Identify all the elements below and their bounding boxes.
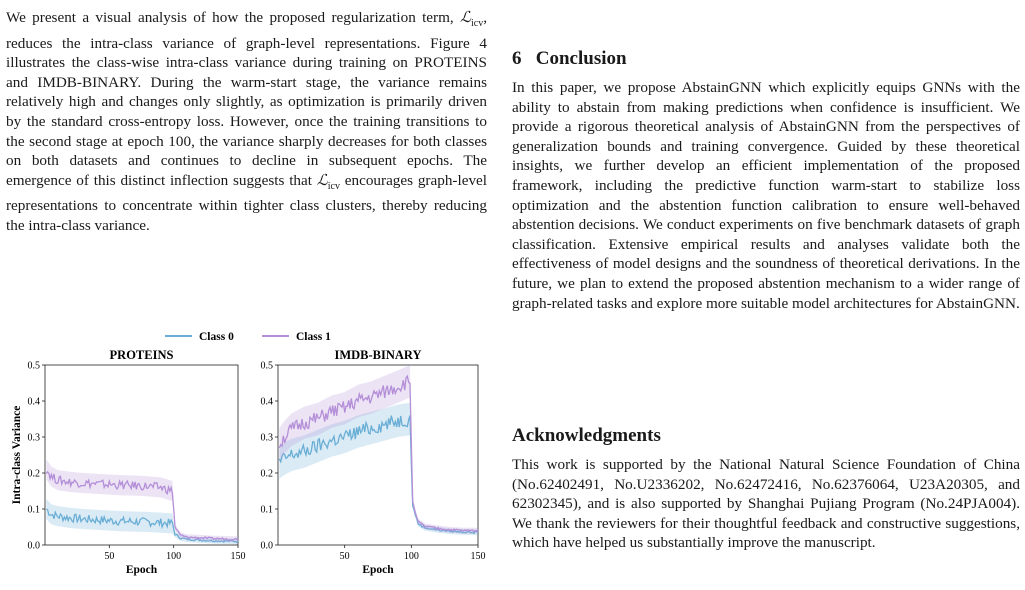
- legend-label-class0: Class 0: [199, 331, 234, 343]
- y-tick-label: 0.4: [27, 396, 40, 408]
- section-title: Conclusion: [535, 48, 627, 69]
- y-tick-label: 0.4: [260, 396, 273, 408]
- x-tick-label: 150: [230, 551, 246, 562]
- body-paragraph: We present a visual analysis of how the proposed regularization term, ℒ$_{icv}$, reduces the intra-class variance of graph-level representations. Figure 4 illustrates the class-wise intra-class variance during training on PROTEINS and IMDB-BINARY. During the warm-start stage, the variance remains relatively high and changes only slightly, as optimization is primarily driven by the standard cross-entropy loss. However, once the training transitions to the second stage at epoch 100, the variance sharply decreases for both classes on both datasets and continues to decline in subsequent epochs. The emergence of this distinct inflection suggests that ℒ$_{icv}$ encourages graph-level representations to concentrate within tighter class clusters, thereby reducing the intra-class variance.: [6, 9, 487, 234]
- acknowledgments-text: This work is supported by the National Natural Science Foundation of China (No.62402491, No.U2336202, No.62472416, No.62376064, U23A20305, and 62302345), and is also supported by Shanghai Pujiang Program (No.24PJA004). We thank the reviewers for their thoughtful feedback and constructive suggestions, which have helped us substantially improve the manuscript.: [512, 456, 1020, 552]
- chart-title: PROTEINS: [109, 348, 174, 362]
- y-tick-label: 0.3: [260, 432, 273, 444]
- y-tick-label: 0.1: [260, 504, 273, 516]
- section-number: 6: [512, 48, 522, 69]
- y-tick-label: 0.5: [260, 360, 273, 372]
- conclusion-text: In this paper, we propose AbstainGNN which explicitly equips GNNs with the ability to abstain from making predictions when confidence is insufficient. We provide a rigorous theoretical analysis of AbstainGNN from the perspectives of generalization bounds and training convergence. Guided by these theoretical insights, we further develop an efficient implementation of the proposed framework, including the predictive function warm-start to stabilize loss optimization and the abstention function calibration to ensure well-behaved abstention decisions. We conduct experiments on five benchmark datasets of graph classification. Extensive empirical results and analyses validate both the effectiveness of model designs and the soundness of theoretical derivations. In the future, we plan to extend the proposed abstention mechanism to a wider range of graph-related tasks and explore more suitable model architectures for AbstainGNN.: [512, 79, 1020, 312]
- chart-title: IMDB-BINARY: [334, 348, 422, 362]
- y-tick-label: 0.0: [260, 540, 273, 552]
- x-tick-label: 100: [403, 551, 419, 562]
- variance-figure: [0, 325, 500, 585]
- acknowledgments-heading: Acknowledgments: [512, 425, 661, 446]
- y-tick-label: 0.2: [260, 468, 273, 480]
- loss-symbol: ℒ$_{icv}$: [460, 9, 484, 30]
- x-axis-label: Epoch: [362, 564, 394, 576]
- x-tick-label: 50: [104, 551, 115, 562]
- y-tick-label: 0.3: [27, 432, 40, 444]
- y-axis-label: Intra-class Variance: [11, 405, 23, 505]
- x-tick-label: 150: [470, 551, 486, 562]
- y-tick-label: 0.2: [27, 468, 40, 480]
- loss-symbol: ℒ$_{icv}$: [316, 171, 340, 192]
- y-tick-label: 0.5: [27, 360, 40, 372]
- x-axis-label: Epoch: [125, 564, 158, 576]
- conclusion-heading: [512, 48, 627, 70]
- y-tick-label: 0.1: [27, 504, 40, 516]
- x-tick-label: 100: [166, 551, 182, 562]
- legend-label-class1: Class 1: [296, 331, 331, 343]
- x-tick-label: 50: [339, 551, 350, 562]
- y-tick-label: 0.0: [27, 540, 40, 552]
